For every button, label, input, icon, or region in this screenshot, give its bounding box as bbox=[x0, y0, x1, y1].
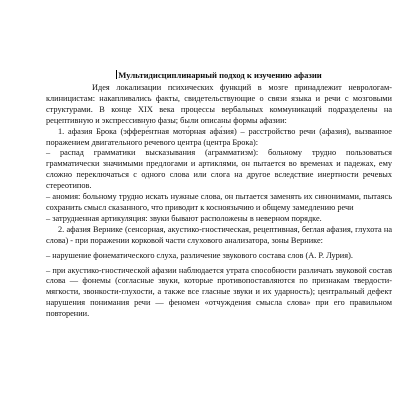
document-title-text: Мультидисциплинарный подход к изучению афазии bbox=[118, 70, 322, 80]
list-item-articulation: – затрудненная артикуляция: звуки бывают расположены в неверном порядке. bbox=[46, 213, 322, 223]
list-item-phonemic-hearing: – нарушение фонематического слуха, различение звукового состава слов (А. Р. Лурия). bbox=[46, 250, 353, 260]
intro-paragraph: Идея локализации психических функций в мозге принадлежит неврологам-клиницистам: накапливались факты, свидетельствующие о связи языка и речи с мозговыми структурами. В конце XIX века процессы вербальных коммуникаций подразделены на рецептивную и экспрессивную фазы; были описаны формы афазии: bbox=[46, 83, 392, 125]
list-item-acoustic-gnostic: – при акустико-гностической афазии наблюдается утрата способности различать звуковой состав слова — фонемы (согласные звуки, которые противопоставляются по признакам твердости-мягкости, звонкости-глухости, а также все гласные звуки и их ударность); центральный дефект нарушения понимания речи — феномен «отчуждения смысла слова» при его правильном повторении. bbox=[46, 265, 392, 319]
list-item-anomia: – аномия: больному трудно искать нужные слова, он пытается заменять их синонимами, пытаясь сохранить смысл сказанного, что приводит к косноязычию и общему замедлению речи bbox=[46, 192, 392, 212]
list-item-agrammatism: – распад грамматики высказывания (аграмматизм): больному трудно пользоваться грамматически значимыми предлогами и артиклями, он пытается во временах и падежах, ему сложно переключаться с одного слова или слога на другое вследствие инертности речевых стереотипов. bbox=[46, 148, 392, 191]
wernicke-aphasia-heading: 2. афазия Вернике (сенсорная, акустико-гностическая, рецептивная, беглая афазия, глухота на слова) - при поражении корковой части слухового анализатора, зоны Вернике: bbox=[46, 224, 392, 245]
broca-aphasia-heading: 1. афазия Брока (эффере́нтная мото́рная афа́зия) – расстройство речи (афазия), вызванное поражением двигательного речевого центра (центра Брока): bbox=[46, 126, 392, 147]
document-title bbox=[46, 70, 392, 81]
